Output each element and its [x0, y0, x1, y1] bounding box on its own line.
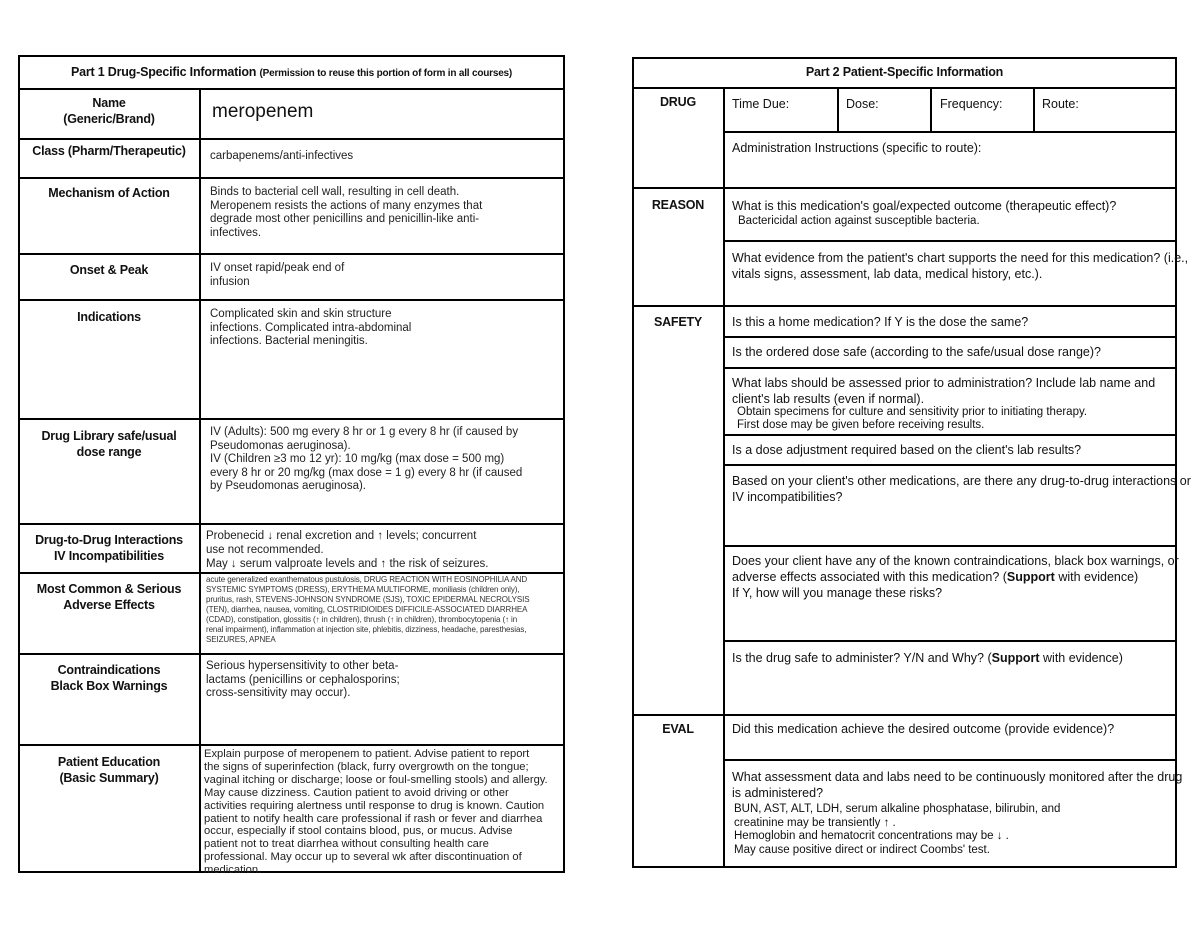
- part2-table: [632, 57, 1177, 868]
- goal-question: What is this medication's goal/expected outcome (therapeutic effect)?: [732, 199, 1117, 213]
- value-contraindications: Serious hypersensitivity to other beta- lactams (penicillins or cephalosporins; cross-sensitivity may occur).: [206, 660, 400, 699]
- label-name: Name (Generic/Brand): [63, 96, 155, 126]
- label-contraindications: Contraindications Black Box Warnings: [50, 663, 168, 693]
- part2-sub-line: [723, 434, 1177, 436]
- part1-row-line: [18, 418, 565, 420]
- part1-row-line: [18, 299, 565, 301]
- label-indications: Indications: [77, 310, 141, 324]
- part1-title: [20, 64, 563, 82]
- part1-row-line: [18, 653, 565, 655]
- dose-field[interactable]: Dose:: [846, 97, 879, 111]
- value-adverse-effects: acute generalized exanthematous pustulosis, DRUG REACTION WITH EOSINOPHILIA AND SYSTEMIC SYMPTOMS (DRESS), ERYTHEMA MULTIFORME, moniliasis (children only), pruritus, rash, STEVENS-JOHNSON SYNDROME (SJS), TOXIC EPIDERMAL NECROLYSIS (TEN), diarrhea, nausea, vomiting, CLOSTRIDIOIDES DIFFICILE-ASSOCIATED DIARRHEA (CDAD), constipation, glossitis (↑ in children), thrush (↑ in children), thrombocytopenia (↑ in renal impairment), inflammation at injection site, phlebitis, dizziness, headache, paresthesias, SEIZURES, APNEA: [206, 575, 530, 644]
- part2-section-line: [632, 187, 1177, 189]
- value-interactions: Probenecid ↓ renal excretion and ↑ levels; concurrent use not recommended. May ↓ serum valproate levels and ↑ the risk of seizures.: [206, 530, 489, 570]
- part2-sub-line: [723, 464, 1177, 466]
- section-reason-label: REASON: [651, 198, 705, 212]
- drug-cell-divider: [1033, 87, 1035, 131]
- drug-cell-divider: [837, 87, 839, 131]
- part1-row-line: [18, 138, 565, 140]
- time-due-field[interactable]: Time Due:: [732, 97, 790, 111]
- value-class: carbapenems/anti-infectives: [210, 150, 354, 162]
- route-field[interactable]: Route:: [1042, 97, 1079, 111]
- part1-title-text: Part 1 Drug-Specific Information: [70, 65, 257, 79]
- goal-answer[interactable]: Bactericidal action against susceptible bacteria.: [738, 215, 980, 227]
- part2-row-line: [632, 87, 1177, 89]
- value-mechanism: Binds to bacterial cell wall, resulting in cell death. Meropenem resists the actions of many enzymes that degrade most other penicillins and penicillin-like anti- infectives.: [210, 186, 483, 239]
- monitor-answer[interactable]: BUN, AST, ALT, LDH, serum alkaline phosphatase, bilirubin, and creatinine may be transiently ↑ . Hemoglobin and hematocrit concentrations may be ↓ . May cause positive direct or indirect Coombs' test.: [734, 803, 1061, 856]
- part2-sub-line: [723, 367, 1177, 369]
- support-bold: Support: [991, 651, 1040, 665]
- part2-sub-line: [723, 759, 1177, 761]
- part1-permission: (Permission to reuse this portion of form in all courses): [259, 68, 513, 79]
- part1-row-line: [18, 744, 565, 746]
- label-onset-peak: Onset & Peak: [69, 263, 149, 277]
- dose-safe-question[interactable]: Is the ordered dose safe (according to the safe/usual dose range)?: [732, 345, 1101, 359]
- part2-section-line: [632, 714, 1177, 716]
- drug-cell-divider: [930, 87, 932, 131]
- contraindications-question-text: Does your client have any of the known contraindications, black box warnings, or adverse effects associated with this medication? (: [732, 554, 1179, 584]
- part2-sub-line: [723, 640, 1177, 642]
- part2-sub-line: [723, 336, 1177, 338]
- label-interactions: Drug-to-Drug Interactions IV Incompatibilities: [35, 533, 183, 563]
- value-name: meropenem: [212, 101, 314, 122]
- part1-row-line: [18, 88, 565, 90]
- safe-to-administer-question[interactable]: [732, 650, 1123, 666]
- evidence-question[interactable]: What evidence from the patient's chart supports the need for this medication? (i.e., vitals signs, assessment, lab data, medical history, etc.).: [732, 251, 1189, 281]
- label-class: Class (Pharm/Therapeutic): [32, 144, 186, 158]
- administration-instructions[interactable]: Administration Instructions (specific to route):: [732, 141, 982, 155]
- part1-row-line: [18, 177, 565, 179]
- part2-sub-line: [723, 240, 1177, 242]
- section-safety-label: SAFETY: [653, 315, 703, 329]
- interactions-question[interactable]: Based on your client's other medications, are there any drug-to-drug interactions or IV incompatibilities?: [732, 474, 1191, 504]
- part2-sub-line: [723, 131, 1177, 133]
- part1-row-line: [18, 572, 565, 574]
- support-bold: Support: [1006, 570, 1055, 584]
- value-indications: Complicated skin and skin structure infections. Complicated intra-abdominal infections. Bacterial meningitis.: [210, 308, 412, 347]
- label-patient-education: Patient Education (Basic Summary): [57, 755, 161, 785]
- part1-row-line: [18, 523, 565, 525]
- contraindications-question-end: with evidence) If Y, how will you manage these risks?: [732, 570, 1139, 600]
- part1-column-divider: [199, 88, 201, 873]
- section-drug-label: DRUG: [659, 95, 696, 109]
- labs-answer[interactable]: Obtain specimens for culture and sensitivity prior to initiating therapy. First dose may be given before receiving results.: [737, 406, 1088, 431]
- home-medication-question[interactable]: Is this a home medication? If Y is the dose the same?: [732, 315, 1029, 329]
- part2-title: Part 2 Patient-Specific Information: [805, 65, 1004, 79]
- safe-question-text: Is the drug safe to administer? Y/N and Why? (: [732, 651, 992, 665]
- value-onset-peak: IV onset rapid/peak end of infusion: [210, 262, 345, 288]
- part2-column-divider: [723, 87, 725, 868]
- labs-question: What labs should be assessed prior to administration? Include lab name and client's lab results (even if normal).: [732, 376, 1156, 406]
- label-adverse-effects: Most Common & Serious Adverse Effects: [36, 582, 182, 612]
- label-mechanism: Mechanism of Action: [48, 186, 170, 200]
- monitor-question: What assessment data and labs need to be continuously monitored after the drug is administered?: [732, 770, 1183, 800]
- frequency-field[interactable]: Frequency:: [940, 97, 1003, 111]
- label-dose-range: Drug Library safe/usual dose range: [41, 429, 177, 459]
- part1-row-line: [18, 253, 565, 255]
- value-dose-range: IV (Adults): 500 mg every 8 hr or 1 g every 8 hr (if caused by Pseudomonas aeruginosa). IV (Children ≥3 mo 12 yr): 10 mg/kg (max dose = 500 mg) every 8 hr or 20 mg/kg (max dose = 1 g) every 8 hr (if caused by Pseudomonas aeruginosa).: [210, 426, 523, 492]
- safe-question-end: with evidence): [1039, 651, 1123, 665]
- contraindications-question[interactable]: [732, 553, 1179, 601]
- section-eval-label: EVAL: [662, 722, 694, 736]
- part2-sub-line: [723, 545, 1177, 547]
- outcome-question[interactable]: Did this medication achieve the desired outcome (provide evidence)?: [732, 722, 1115, 736]
- part2-section-line: [632, 305, 1177, 307]
- value-patient-education: Explain purpose of meropenem to patient. Advise patient to report the signs of superinfection (black, furry overgrowth on the tongue; vaginal itching or discharge; loose or foul-smelling stools) and allergy. May cause dizziness. Caution patient to avoid driving or other activities requiring alertness until response to drug is known. Caution patient to notify health care professional if rash or fever and diarrhea occur, especially if stool contains blood, pus, or mucus. Advise patient not to treat diarrhea without consulting health care professional. May occur up to several wk after discontinuation of medication.: [204, 748, 548, 877]
- dose-adjustment-question[interactable]: Is a dose adjustment required based on the client's lab results?: [732, 443, 1082, 457]
